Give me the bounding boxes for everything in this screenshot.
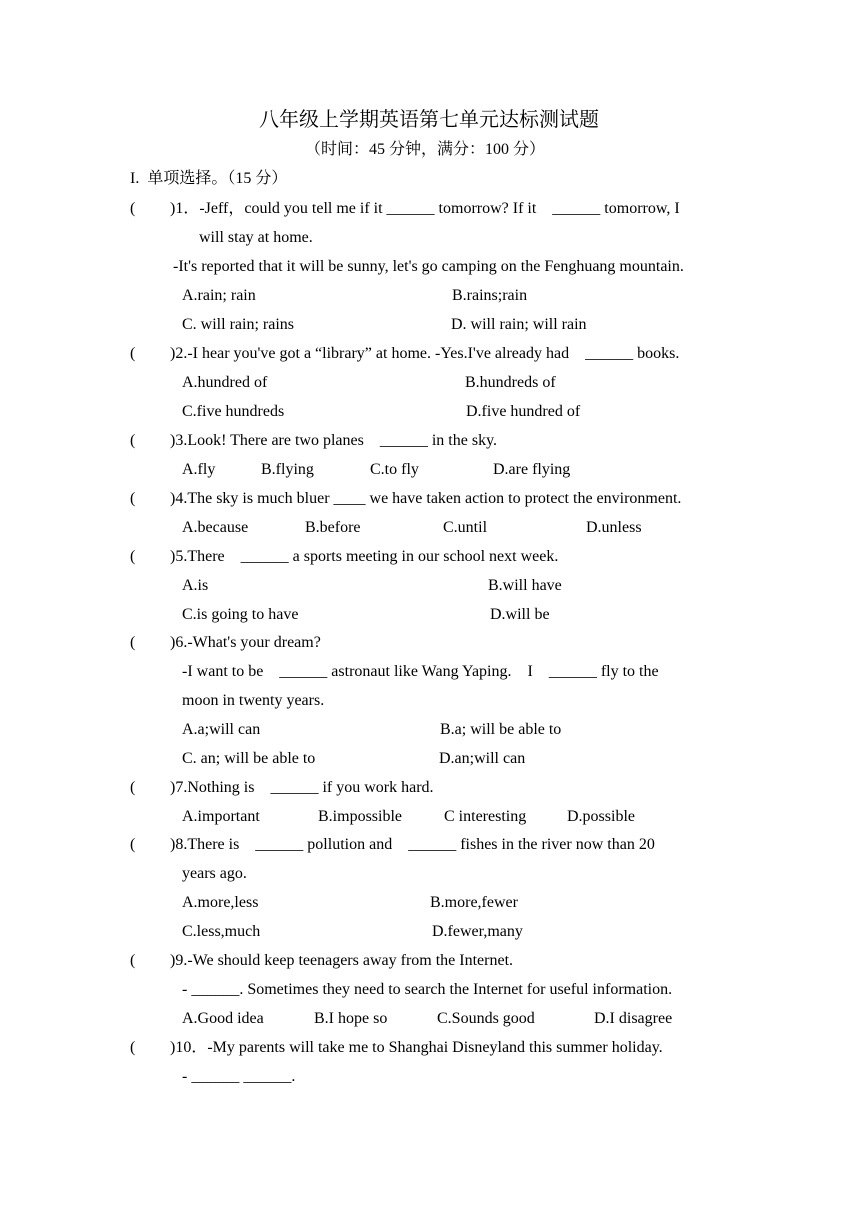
question-text: -It's reported that it will be sunny, let's go camping on the Fenghuang mountain.: [173, 258, 684, 275]
option-d: D.possible: [567, 808, 635, 825]
page-title: 八年级上学期英语第七单元达标测试题: [259, 109, 599, 131]
option-a: A.rain; rain: [182, 287, 256, 304]
option-b: B.rains;rain: [452, 287, 528, 304]
answer-paren: (: [130, 490, 136, 507]
option-b: B.impossible: [318, 808, 403, 825]
option-b: B.more,fewer: [430, 894, 518, 911]
option-a: A.more,less: [182, 894, 259, 911]
option-a: A.a;will can: [182, 721, 261, 738]
option-c: C.is going to have: [182, 606, 299, 623]
option-c: C. will rain; rains: [182, 316, 294, 333]
option-d: D.fewer,many: [432, 923, 523, 940]
option-d: D.are flying: [493, 461, 571, 478]
answer-paren: (: [130, 432, 136, 449]
answer-paren: (: [130, 952, 136, 969]
option-a: A.hundred of: [182, 374, 268, 391]
answer-paren: (: [130, 345, 136, 362]
option-a: A.because: [182, 519, 249, 536]
answer-paren: (: [130, 200, 136, 217]
option-d: D.will be: [490, 606, 550, 623]
question-text: will stay at home.: [199, 229, 313, 246]
answer-paren: (: [130, 1039, 136, 1056]
option-d: D.five hundred of: [466, 403, 581, 420]
option-d: D.unless: [586, 519, 642, 536]
option-c: C.less,much: [182, 923, 261, 940]
option-b: B.will have: [488, 577, 562, 594]
option-a: A.important: [182, 808, 260, 825]
question-text: - ______ ______.: [182, 1068, 296, 1085]
option-a: A.Good idea: [182, 1010, 264, 1027]
option-b: B.hundreds of: [465, 374, 556, 391]
option-b: B.a; will be able to: [440, 721, 562, 738]
option-c: C interesting: [444, 808, 527, 825]
question-text: moon in twenty years.: [182, 692, 325, 709]
question-text: )1．-Jeff，could you tell me if it ______ tomorrow? If it ______ tomorrow, I: [170, 200, 680, 217]
option-a: A.fly: [182, 461, 216, 478]
question-text: )9.-We should keep teenagers away from the Internet.: [170, 952, 514, 969]
question-text: )3.Look! There are two planes ______ in the sky.: [170, 432, 498, 449]
answer-paren: (: [130, 634, 136, 651]
option-d: D. will rain; will rain: [451, 316, 587, 333]
option-b: B.flying: [261, 461, 314, 478]
question-text: years ago.: [182, 865, 247, 882]
question-text: )5.There ______ a sports meeting in our school next week.: [170, 548, 559, 565]
option-c: C.until: [443, 519, 488, 536]
question-text: )6.-What's your dream?: [170, 634, 321, 651]
answer-paren: (: [130, 836, 136, 853]
option-b: B.before: [305, 519, 361, 536]
option-c: C.to fly: [370, 461, 419, 478]
question-text: )2.-I hear you've got a “library” at home. -Yes.I've already had ______ books.: [170, 345, 680, 362]
option-c: C.Sounds good: [437, 1010, 535, 1027]
option-d: D.I disagree: [594, 1010, 673, 1027]
option-b: B.I hope so: [314, 1010, 388, 1027]
option-a: A.is: [182, 577, 209, 594]
question-text: )4.The sky is much bluer ____ we have taken action to protect the environment.: [170, 490, 682, 507]
question-text: )7.Nothing is ______ if you work hard.: [170, 779, 434, 796]
question-text: -I want to be ______ astronaut like Wang Yaping. I ______ fly to the: [182, 663, 659, 680]
answer-paren: (: [130, 779, 136, 796]
question-text: )10．-My parents will take me to Shanghai Disneyland this summer holiday.: [170, 1039, 663, 1056]
question-text: )8.There is ______ pollution and ______ fishes in the river now than 20: [170, 836, 655, 853]
section-heading: I. 单项选择。（15 分）: [130, 170, 288, 187]
question-text: - ______. Sometimes they need to search the Internet for useful information.: [182, 981, 673, 998]
option-c: C. an; will be able to: [182, 750, 316, 767]
option-d: D.an;will can: [439, 750, 526, 767]
answer-paren: (: [130, 548, 136, 565]
page-subtitle: （时间：45 分钟，满分：100 分）: [305, 141, 546, 158]
option-c: C.five hundreds: [182, 403, 285, 420]
